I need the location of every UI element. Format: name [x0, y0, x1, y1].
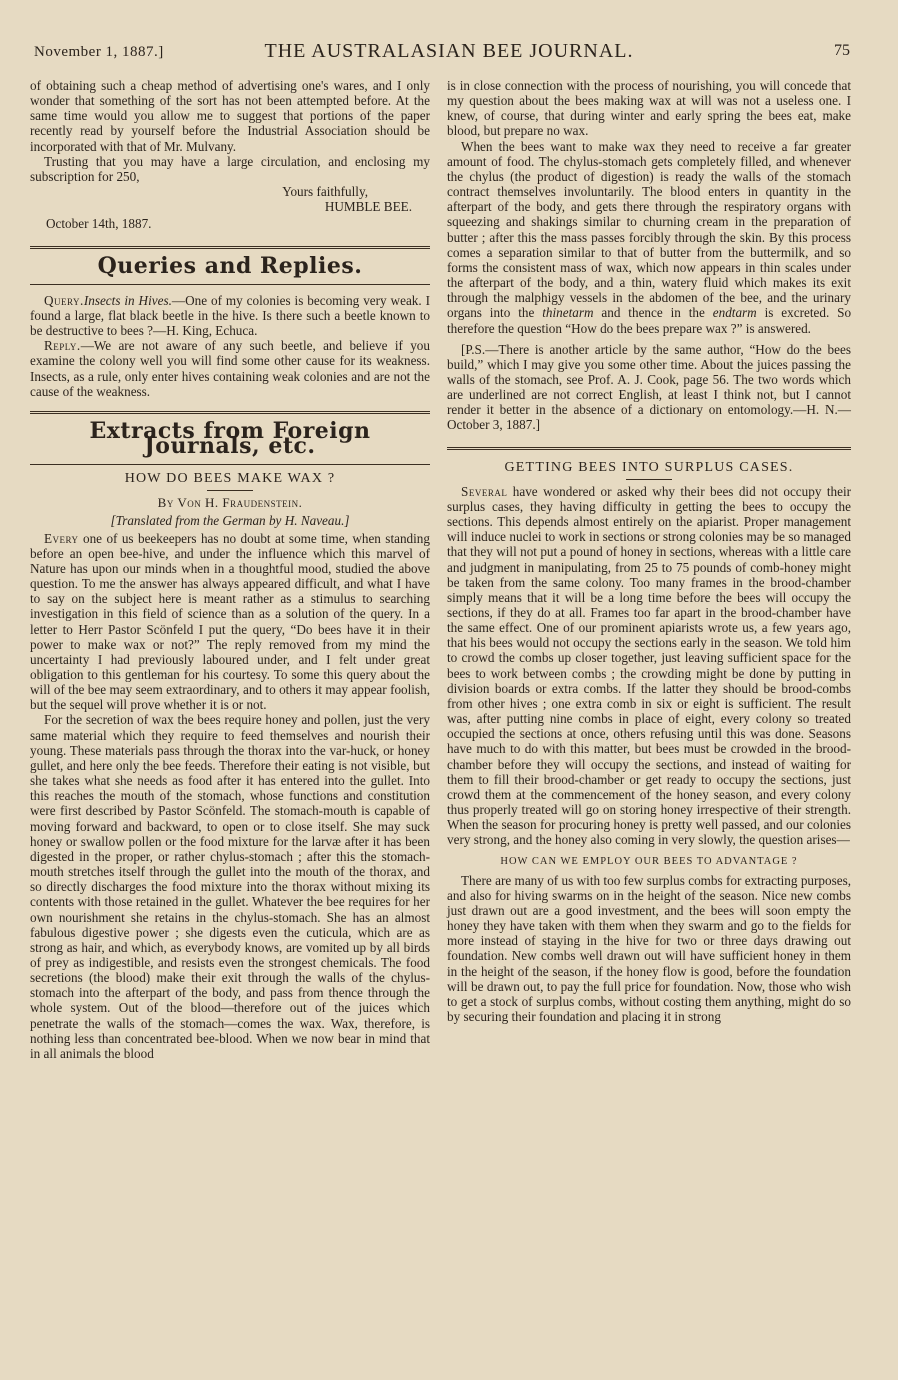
extracts-heading: Extracts from Foreign Journals, etc.: [89, 417, 371, 459]
article-paragraph-4-text-a: When the bees want to make wax they need to receive a far greater amount of food. The chylus-stomach gets completely filled, and whenever the chylus (the product of digestion) is ready the walls of the stomach contract themselves involuntarily. The blood enters in quantity in the afterpart of the body, and gets there through the respiratory organs with squeezing and shakings similar to churning cream in the preparation of butter ; after this the mass passes forcibly through the skin. By this process comes a separation similar to that of butter from the buttermilk, and so forms the consistent mass of wax, which now appears in thin scales under the afterpart of the body, and a thin, watery fluid which makes its exit through the malphigy vessels in the abdomen of the bee, and the urinary organs into the: [447, 138, 851, 321]
letter-closing: Yours faithfully,: [282, 184, 368, 200]
article-paragraph-4: [447, 139, 851, 336]
title-rule: [207, 490, 253, 491]
right-column: [447, 78, 851, 1024]
article-title: HOW DO BEES MAKE WAX ?: [124, 471, 336, 487]
surplus-paragraph-1: [447, 484, 851, 848]
surplus-title: GETTING BEES INTO SURPLUS CASES.: [504, 459, 794, 475]
header-date: November 1, 1887.]: [34, 44, 164, 60]
article-paragraph-1: [30, 531, 430, 713]
postscript: [P.S.—There is another article by the same author, “How do the bees build,” which I may give you some other time. About the juices passing the walls of the stomach, see Prof. A. J. Cook, page 56. The two words which are underlined are not correct English, at least I think not, but I cannot render it better in the absence of a dictionary on entomology.—H. N.—October 3, 1887.]: [447, 341, 851, 433]
section-divider: [447, 447, 851, 450]
query-paragraph: [30, 293, 430, 338]
italic-term-2: endtarm: [712, 305, 757, 321]
drop-lead-word: Every: [44, 530, 79, 546]
section-divider: [30, 246, 430, 249]
queries-heading: Queries and Replies.: [97, 252, 363, 279]
heading-underline: [30, 464, 430, 465]
query-label: Query.: [44, 292, 84, 308]
query-title: Insects in Hives.: [83, 292, 172, 308]
section-divider: [30, 411, 430, 414]
article-paragraph-4-text-b: and thence in the: [601, 305, 705, 321]
translation-note: [Translated from the German by H. Naveau.]: [110, 513, 350, 529]
surplus-paragraph-2: There are many of us with too few surplus combs for extracting purposes, and also for hiving swarms on in the height of the season. Nice new combs just drawn out are a good investment, and the bees will soon empty the honey they have taken with them when they swarm and go to the fields for more instead of staying in the hive for two or three days drawing out foundation. New combs well drawn out will have sufficient honey in them in the height of the season, if the honey flow is good, before the foundation will be drawn out, to pay the full price for foundation. Now, those who wish to get a stock of surplus combs, without costing them anything, might do so by securing their foundation and placing it in strong: [447, 872, 851, 1025]
left-column: [30, 78, 430, 1061]
letter-paragraph-1: of obtaining such a cheap method of advertising one's wares, and I only wonder that something of the sort has not been attempted before. At the same time would you allow me to suggest that portions of the paper recently read by yourself before the Industrial Association should be incorporated with that of Mr. Mulvany.: [30, 78, 430, 154]
article-paragraph-1-text: one of us beekeepers has no doubt at some time, when standing before an open bee-hive, and under the influence which this marvel of Nature has upon our minds when in a thoughtful mood, studied the above question. To me the answer has always appeared difficult, and what I have to say on the subject here is meant rather as a stimulus to searching investigation in this field of science than as a solution of the query. In a letter to Herr Pastor Scönfeld I put the query, “Do bees have it in their power to make wax or not?” The reply removed from my mind the uncertainty I had previously laboured under, and I felt under great obligation to this gentleman for his courtesy. To some this query about the will of the bee may seem extraordinary, and to others it may appear foolish, but the sequel will prove whether it is or not.: [30, 530, 430, 713]
query-text: —One of my colonies is becoming very weak. I found a large, flat black beetle in the hive. Is there such a beetle known to be destructive to bees ?—H. King, Echuca.: [30, 292, 431, 339]
reply-text: —We are not aware of any such beetle, and believe if you examine the colony well you will find some other cause for its weakness. Insects, as a rule, only enter hives containing weak colonies and are not the cause of the weakness.: [30, 338, 430, 399]
page-number: 75: [834, 42, 850, 59]
drop-lead-word: Several: [461, 483, 508, 499]
letter-date: October 14th, 1887.: [46, 216, 152, 232]
journal-title: THE AUSTRALASIAN BEE JOURNAL.: [264, 40, 634, 62]
letter-paragraph-2: Trusting that you may have a large circulation, and enclosing my subscription for 250,: [30, 153, 430, 184]
article-paragraph-4-text-c: is excreted. So therefore the question “How do the bees prepare wax ?” is answered.: [447, 305, 852, 336]
article-paragraph-3: is in close connection with the process of nourishing, you will concede that my question about the bees making wax at will was not a useless one. I knew, of course, that during winter and early spring the bees eat, make blood, but prepare no wax.: [447, 78, 851, 139]
surplus-subheading: HOW CAN WE EMPLOY OUR BEES TO ADVANTAGE ?: [500, 855, 798, 867]
page-header: [0, 38, 898, 68]
reply-paragraph: [30, 338, 430, 399]
surplus-paragraph-1-text: have wondered or asked why their bees did not occupy their surplus cases, they having difficulty in getting the bees to occupy the sections. This depends almost entirely on the apiarist. Proper management will induce nuclei to work in sections or strong colonies may be so managed that they will not put a pound of honey in sections, whereas with a little care and judgment in manipulating, from 25 to 75 pounds of comb-honey might be taken from the same colony. Too many frames in the brood-chamber simply means that it will be a long time before the bees will occupy the sections, if they do at all. Frames too far apart in the brood-chamber have the same effect. One of our prominent apiarists wrote us, a few years ago, that his bees would not occupy the sections early in the season. We told him to crowd the combs up closer together, just leaving sufficient space for the bees to work between combs ; the crowding might be done by putting in division boards or extra combs. If the latter they should be brood-combs from other hives ; one extra comb in six or eight is sufficient. The result was, after putting nine combs in place of eight, every colony so treated occupied the sections at once, others refusing until this was done. Seasons have much to do with this matter, but bees must be crowded in the brood-chamber before they will occupy the sections, and instead of waiting for them to fill their brood-chamber or get ready to occupy the sections, just crowd them at the commencement of the honey season, and every colony thus properly treated will go on storing honey irrespective of their strength. When the season for procuring honey is pretty well passed, and our colonies very strong, and the honey also coming in very slowly, the question arises—: [447, 483, 852, 848]
italic-term-1: thinetarm: [542, 305, 594, 321]
article-paragraph-2: For the secretion of wax the bees require honey and pollen, just the very same material which they require to feed themselves and nourish their young. These materials pass through the thorax into the var-huck, or honey gullet, and here only the bee feeds. Therefore their eating is not visible, but she takes what she needs as food after it has entered into the gullet. Into this reaches the mouth of the stomach, whose functions and constitution were first described by Pastor Scönfeld. The stomach-mouth is capable of moving forward and backward, to open or to close itself. She may suck honey or swallow pollen or the food mixture for the larvæ after it has been digested in the proper, or rather chylus-stomach ; after this the stomach-mouth stretches itself through the gullet into the mouth of the thorax, and so directly discharges the food mixture into the thorax without mixing its contents with those retained in the gullet. Whatever the bee requires for her own nourishment she retains in the chylus-stomach. She has an almost fabulous digestive power ; she digests even the cuticula, which are as strong as hair, and which, as everybody knows, are vomited up by all birds of prey as indigestible, and resists even the strongest chemicals. The food secretions (the blood) make their exit through the walls of the chylus-stomach into the afterpart of the body, and pass from thence through the whole system. Out of the blood—therefore out of the juices which penetrate the walls of the stomach—comes the wax. Wax, therefore, is nothing less than concentrated bee-blood. When we now bear in mind that in all animals the blood: [30, 712, 430, 1061]
letter-signature: HUMBLE BEE.: [324, 199, 412, 215]
heading-underline: [30, 284, 430, 285]
title-rule: [626, 479, 672, 480]
reply-label: Reply.: [44, 338, 81, 354]
article-byline: By Von H. Fraudenstein.: [157, 495, 303, 511]
